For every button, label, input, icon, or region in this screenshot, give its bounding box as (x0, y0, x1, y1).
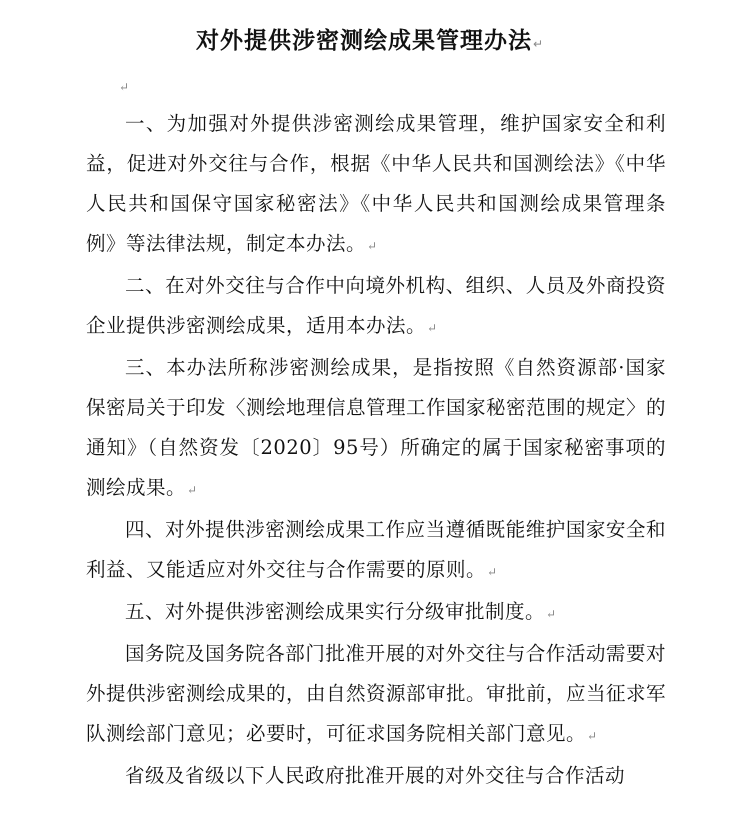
paragraph-mark-icon: ↵ (532, 37, 545, 51)
paragraph-text: 省级及省级以下人民政府批准开展的对外交往与合作活动 (125, 764, 626, 787)
title-text: 对外提供涉密测绘成果管理办法 (195, 28, 532, 54)
paragraph-6 (86, 634, 666, 756)
paragraph-7 (86, 756, 666, 796)
paragraph-text: 四、对外提供涉密测绘成果工作应当遵循既能维护国家安全和利益、又能适应对外交往与合作需要的原则。 (86, 518, 666, 581)
paragraph-mark-icon: ↵ (487, 565, 498, 579)
paragraph-mark-icon: ↵ (187, 483, 198, 497)
paragraph-mark-icon: ↵ (367, 239, 378, 253)
paragraph-2 (86, 266, 666, 348)
document-body (86, 104, 666, 796)
document-title (0, 22, 740, 55)
paragraph-text: 一、为加强对外提供涉密测绘成果管理，维护国家安全和利益，促进对外交往与合作，根据《中华人民共和国测绘法》《中华人民共和国保守国家秘密法》《中华人民共和国测绘成果管理条例》等法律法规，制定本办法。 (86, 112, 666, 255)
paragraph-1 (86, 104, 666, 266)
paragraph-mark-icon: ↵ (546, 607, 557, 621)
paragraph-mark-icon: ↵ (119, 80, 130, 94)
paragraph-text: 三、本办法所称涉密测绘成果，是指按照《自然资源部·国家保密局关于印发〈测绘地理信息管理工作国家秘密范围的规定〉的通知》（自然资发〔2020〕95号）所确定的属于国家秘密事项的测绘成果。 (86, 356, 667, 499)
paragraph-text: 五、对外提供涉密测绘成果实行分级审批制度。 (125, 600, 546, 623)
paragraph-3 (86, 348, 666, 510)
paragraph-4 (86, 510, 666, 592)
paragraph-text: 国务院及国务院各部门批准开展的对外交往与合作活动需要对外提供涉密测绘成果的，由自然资源部审批。审批前，应当征求军队测绘部门意见；必要时，可征求国务院相关部门意见。 (86, 642, 667, 745)
paragraph-5 (86, 592, 666, 634)
paragraph-mark-icon: ↵ (427, 321, 438, 335)
paragraph-text: 二、在对外交往与合作中向境外机构、组织、人员及外商投资企业提供涉密测绘成果，适用本办法。 (86, 274, 666, 337)
paragraph-mark-icon: ↵ (587, 729, 598, 743)
blank-line (118, 76, 129, 95)
